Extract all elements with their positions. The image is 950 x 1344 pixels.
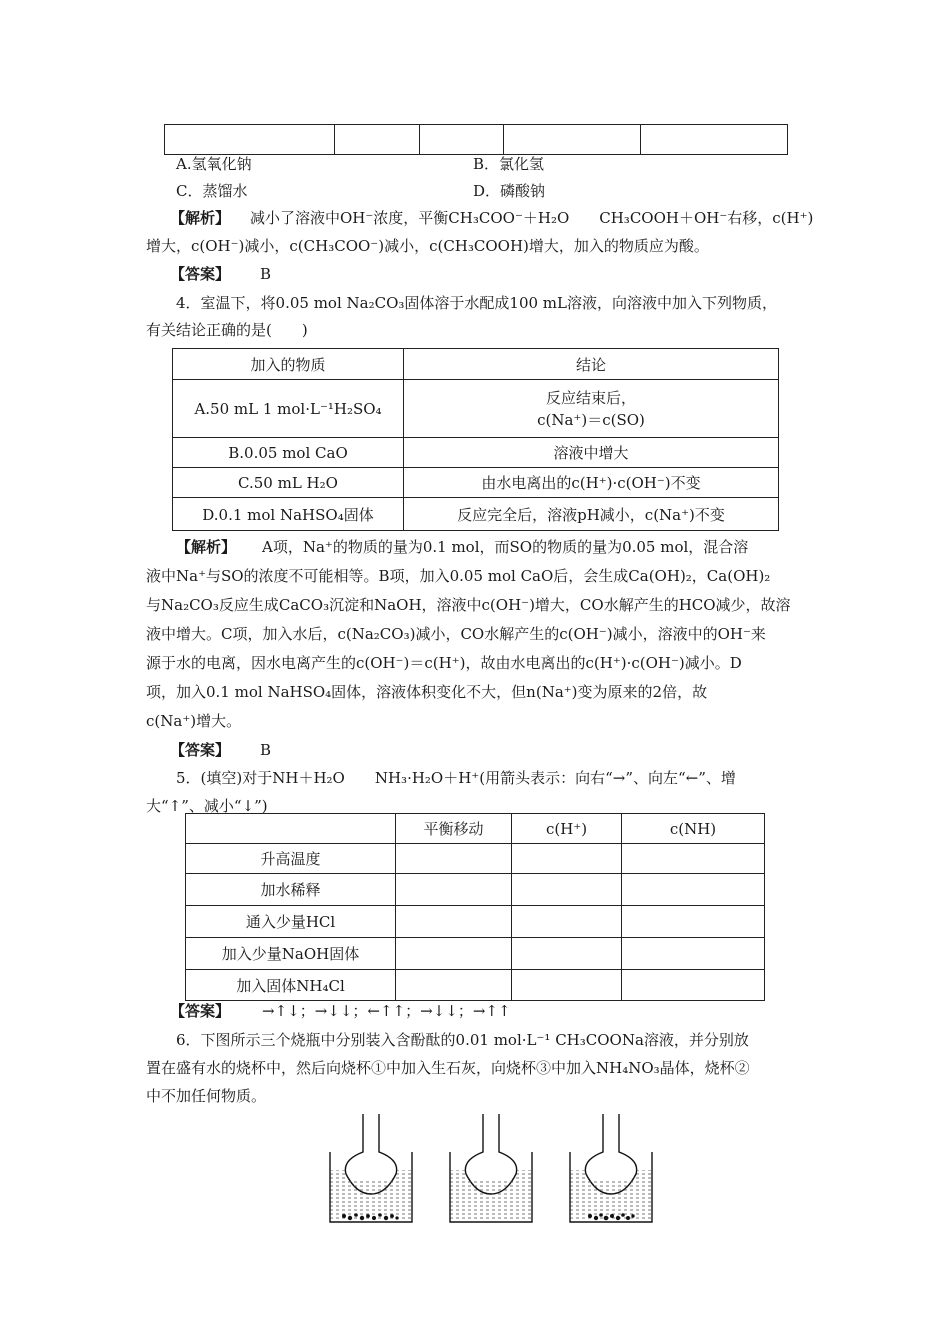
q4-jiexi-line2: 液中Na⁺与SO的浓度不可能相等。B项，加入0.05 mol CaO后，会生成Ca(OH)₂，Ca(OH)₂	[146, 567, 771, 585]
q4-jiexi-line4: 液中增大。C项，加入水后，c(Na₂CO₃)减小，CO水解产生的c(OH⁻)减小，溶液中的OH⁻来	[146, 625, 766, 643]
q5-daan: →↑↓；→↓↓；←↑↑；→↓↓；→↑↑	[262, 1002, 511, 1020]
q4-stem-line1: 4．室温下，将0.05 mol Na₂CO₃固体溶于水配成100 mL溶液，向溶液中加入下列物质，	[176, 294, 777, 312]
q5-answer-cell	[396, 970, 512, 1001]
q5-stem-line1: 5．(填空)对于NH＋H₂O NH₃·H₂O＋H⁺(用箭头表示：向右“→”、向左“←”、增	[176, 769, 736, 787]
q5-answer-cell	[622, 874, 765, 906]
q4-row-d-conclusion: 反应完全后，溶液pH减小，c(Na⁺)不变	[404, 498, 779, 531]
q4-header-substance: 加入的物质	[173, 349, 404, 380]
q5-answer-cell	[622, 844, 765, 874]
q3-daan-tag: 【答案】	[170, 265, 231, 283]
q5-row-label: 加入固体NH₄Cl	[186, 970, 396, 1001]
top-empty-table	[164, 124, 788, 155]
q6-stem-line3: 中不加任何物质。	[146, 1087, 267, 1105]
q4-daan-tag: 【答案】	[170, 741, 231, 759]
q5-table	[185, 813, 765, 1001]
q5-answer-cell	[396, 844, 512, 874]
q5-header-shift: 平衡移动	[396, 814, 512, 844]
q5-header-blank	[186, 814, 396, 844]
beakers-figure	[325, 1112, 655, 1224]
q4-row-b-substance: B.0.05 mol CaO	[173, 438, 404, 468]
q6-stem-line2: 置在盛有水的烧杯中，然后向烧杯①中加入生石灰，向烧杯③中加入NH₄NO₃晶体，烧杯②	[146, 1059, 750, 1077]
q5-header-cnh: c(NH)	[622, 814, 765, 844]
q5-answer-cell	[512, 938, 622, 970]
q3-jiexi-tag: 【解析】	[170, 209, 231, 227]
q4-row-b-conclusion: 溶液中增大	[404, 438, 779, 468]
q5-answer-cell	[396, 938, 512, 970]
q6-stem-line1: 6．下图所示三个烧瓶中分别装入含酚酞的0.01 mol·L⁻¹ CH₃COONa溶液，并分别放	[176, 1031, 749, 1049]
q4-row-a-conclusion-line2: c(Na⁺)＝c(SO)	[537, 410, 645, 429]
beaker-1	[330, 1114, 412, 1222]
q5-stem-line2: 大“↑”、减小“↓”)	[146, 797, 268, 815]
top-table-cell	[420, 125, 504, 155]
q5-row-label: 加入少量NaOH固体	[186, 938, 396, 970]
q3-daan: B	[260, 265, 272, 283]
q4-row-a-substance: A.50 mL 1 mol·L⁻¹H₂SO₄	[173, 380, 404, 438]
q4-jiexi-line6: 项，加入0.1 mol NaHSO₄固体，溶液体积变化不大，但n(Na⁺)变为原来的2倍，故	[146, 683, 708, 701]
q5-answer-cell	[396, 906, 512, 938]
top-table-cell	[641, 125, 788, 155]
q4-row-a-conclusion	[404, 380, 779, 438]
q4-jiexi-line1: A项，Na⁺的物质的量为0.1 mol，而SO的物质的量为0.05 mol，混合溶	[262, 538, 749, 556]
q3-option-d: D．磷酸钠	[473, 182, 546, 200]
q3-option-c: C．蒸馏水	[176, 182, 248, 200]
q5-answer-cell	[512, 844, 622, 874]
q5-answer-cell	[396, 874, 512, 906]
q5-answer-cell	[622, 906, 765, 938]
q4-header-conclusion: 结论	[404, 349, 779, 380]
q5-answer-cell	[512, 906, 622, 938]
q4-daan: B	[260, 741, 272, 759]
beaker-2	[450, 1114, 532, 1222]
top-table-cell	[335, 125, 420, 155]
q4-row-c-substance: C.50 mL H₂O	[173, 468, 404, 498]
q4-row-a-conclusion-line1: 反应结束后，	[545, 388, 636, 407]
q5-daan-tag: 【答案】	[170, 1002, 231, 1020]
q5-answer-cell	[512, 874, 622, 906]
q5-row-label: 升高温度	[186, 844, 396, 874]
q3-jiexi-line1: 减小了溶液中OH⁻浓度，平衡CH₃COO⁻＋H₂O CH₃COOH＋OH⁻右移，c(H⁺)	[250, 209, 814, 227]
top-table-cell	[504, 125, 641, 155]
top-table-cell	[165, 125, 335, 155]
q5-row-label: 加水稀释	[186, 874, 396, 906]
q4-jiexi-tag: 【解析】	[176, 538, 237, 556]
q5-answer-cell	[512, 970, 622, 1001]
q3-jiexi-line2: 增大，c(OH⁻)减小，c(CH₃COO⁻)减小，c(CH₃COOH)增大，加入的物质应为酸。	[146, 237, 709, 255]
beaker-3	[570, 1114, 652, 1222]
q4-jiexi-line3: 与Na₂CO₃反应生成CaCO₃沉淀和NaOH，溶液中c(OH⁻)增大，CO水解产生的HCO减少，故溶	[146, 596, 791, 614]
q4-row-c-conclusion: 由水电离出的c(H⁺)·c(OH⁻)不变	[404, 468, 779, 498]
q3-option-b: B．氯化氢	[473, 155, 545, 173]
q4-row-d-substance: D.0.1 mol NaHSO₄固体	[173, 498, 404, 531]
q5-answer-cell	[622, 970, 765, 1001]
q4-table	[172, 348, 779, 531]
q5-row-label: 通入少量HCl	[186, 906, 396, 938]
q3-option-a: A.氢氧化钠	[176, 155, 252, 173]
q5-answer-cell	[622, 938, 765, 970]
q4-stem-line2: 有关结论正确的是( )	[146, 321, 308, 339]
q5-header-ch: c(H⁺)	[512, 814, 622, 844]
q4-jiexi-line5: 源于水的电离，因水电离产生的c(OH⁻)＝c(H⁺)，故由水电离出的c(H⁺)·c(OH⁻)减小。D	[146, 654, 742, 672]
q4-jiexi-line7: c(Na⁺)增大。	[146, 712, 242, 730]
